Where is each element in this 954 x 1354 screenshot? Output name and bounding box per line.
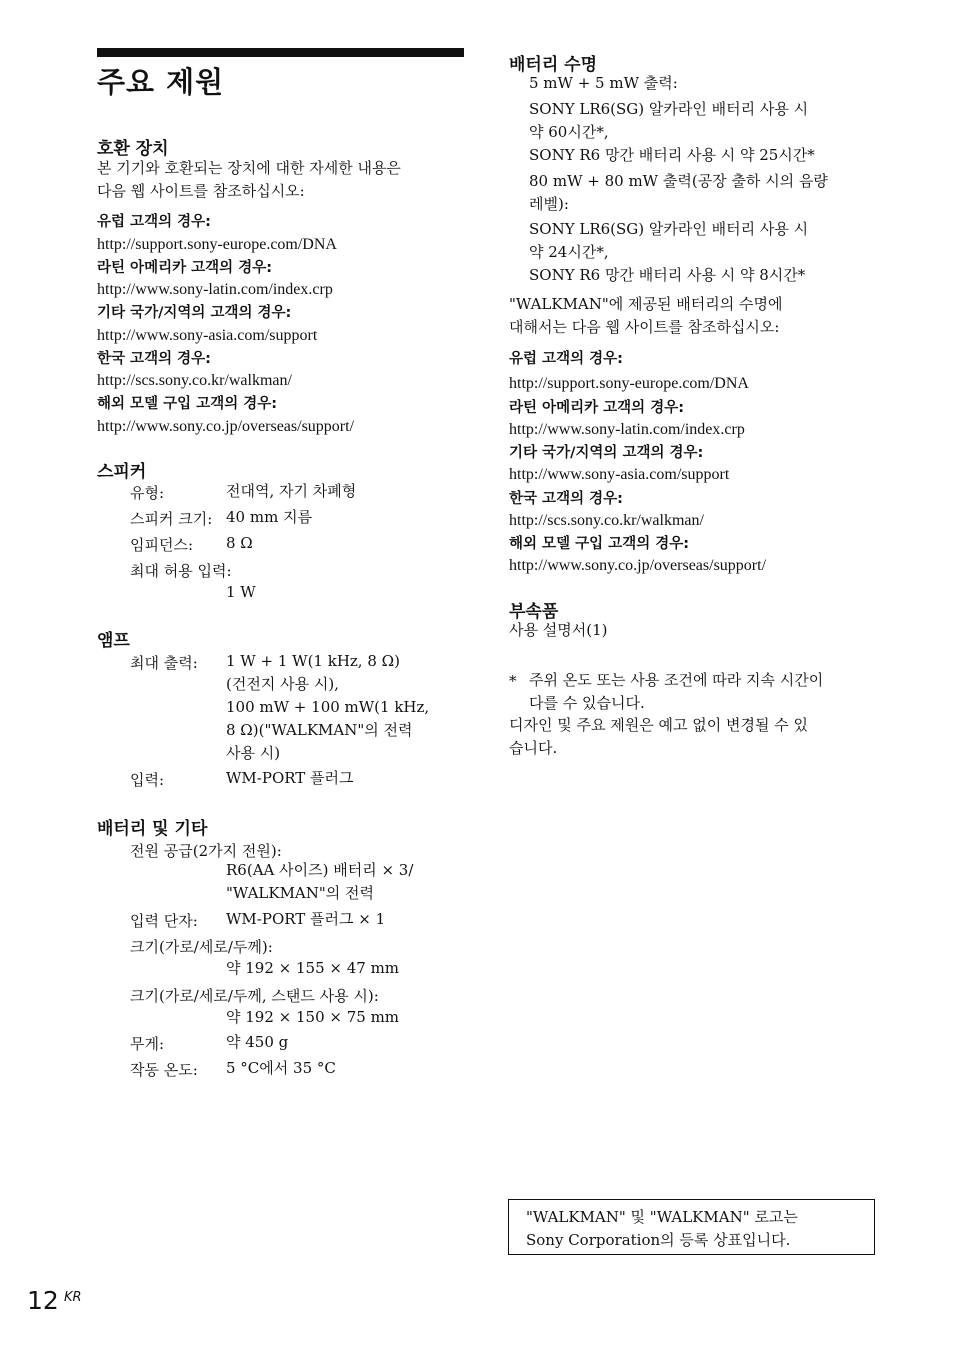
accessory-item: 사용 설명서(1) [509, 621, 608, 639]
spec-label: 유형: [130, 484, 165, 502]
support-link[interactable]: http://support.sony-europe.com/DNA [97, 236, 337, 253]
region-label: 유럽 고객의 경우: [509, 351, 623, 367]
battery-life-line: SONY R6 망간 배터리 사용 시 약 25시간* [529, 146, 815, 164]
battery-life-line: 80 mW + 80 mW 출력(공장 출하 시의 음량 [529, 172, 828, 190]
battery-life-line: SONY R6 망간 배터리 사용 시 약 8시간* [529, 266, 806, 284]
trademark-notice [508, 1199, 875, 1255]
compat-heading: 호환 장치 [97, 139, 169, 159]
region-label: 한국 고객의 경우: [509, 491, 623, 507]
spec-value: 약 192 × 150 × 75 mm [226, 1008, 400, 1026]
spec-label: 입력: [130, 771, 165, 789]
spec-label: 스피커 크기: [130, 510, 213, 528]
spec-label: 무게: [130, 1035, 165, 1053]
page-number: 12 [27, 1286, 59, 1315]
spec-value: 사용 시) [226, 744, 281, 762]
spec-value: 40 mm 지름 [226, 508, 313, 526]
spec-value: 1 W [226, 583, 256, 601]
support-link[interactable]: http://support.sony-europe.com/DNA [509, 375, 749, 392]
spec-value: 100 mW + 100 mW(1 kHz, [226, 698, 430, 716]
region-label: 기타 국가/지역의 고객의 경우: [509, 445, 704, 461]
spec-label: 크기(가로/세로/두께): [130, 938, 273, 956]
spec-label: 임피던스: [130, 536, 194, 554]
support-link[interactable]: http://www.sony-asia.com/support [97, 327, 318, 344]
trademark-text: Sony Corporation의 등록 상표입니다. [526, 1231, 791, 1249]
disclaimer-text: 디자인 및 주요 제원은 예고 없이 변경될 수 있 [509, 716, 808, 734]
support-link[interactable]: http://scs.sony.co.kr/walkman/ [97, 372, 292, 389]
battery-note: "WALKMAN"에 제공된 배터리의 수명에 [509, 295, 783, 313]
spec-value: 약 450 g [226, 1033, 289, 1051]
spec-value: R6(AA 사이즈) 배터리 × 3/ [226, 861, 414, 879]
spec-label: 작동 온도: [130, 1061, 198, 1079]
region-label: 라틴 아메리카 고객의 경우: [509, 400, 685, 416]
region-label: 한국 고객의 경우: [97, 351, 211, 367]
spec-label: 최대 출력: [130, 654, 198, 672]
compat-intro: 본 기기와 호환되는 장치에 대한 자세한 내용은 [97, 159, 401, 177]
region-label: 라틴 아메리카 고객의 경우: [97, 260, 273, 276]
support-link[interactable]: http://www.sony-latin.com/index.crp [97, 281, 333, 298]
support-link[interactable]: http://www.sony-latin.com/index.crp [509, 421, 745, 438]
page-title: 주요 제원 [97, 65, 225, 99]
spec-value: 8 Ω [226, 534, 253, 552]
spec-value: 전대역, 자기 차폐형 [226, 482, 357, 500]
accessories-heading: 부속품 [509, 602, 559, 622]
trademark-text: "WALKMAN" 및 "WALKMAN" 로고는 [526, 1208, 798, 1226]
spec-value: WM-PORT 플러그 [226, 769, 354, 787]
region-label: 유럽 고객의 경우: [97, 214, 211, 230]
battery-life-line: 5 mW + 5 mW 출력: [529, 74, 678, 92]
amp-heading: 앰프 [97, 631, 130, 651]
speaker-heading: 스피커 [97, 462, 147, 482]
compat-intro: 다음 웹 사이트를 참조하십시오: [97, 182, 305, 200]
footnote-text: 다를 수 있습니다. [529, 694, 645, 712]
region-label: 해외 모델 구입 고객의 경우: [509, 536, 690, 552]
spec-value: 8 Ω)("WALKMAN"의 전력 [226, 721, 413, 739]
spec-value: 약 192 × 155 × 47 mm [226, 959, 400, 977]
support-link[interactable]: http://scs.sony.co.kr/walkman/ [509, 512, 704, 529]
title-rule [97, 48, 464, 57]
battery-note: 대해서는 다음 웹 사이트를 참조하십시오: [509, 318, 780, 336]
disclaimer-text: 습니다. [509, 739, 558, 757]
footnote-text: 주위 온도 또는 사용 조건에 따라 지속 시간이 [529, 671, 824, 689]
spec-value: 1 W + 1 W(1 kHz, 8 Ω) [226, 652, 400, 670]
battery-life-line: 약 24시간*, [529, 243, 609, 261]
region-label: 기타 국가/지역의 고객의 경우: [97, 305, 292, 321]
spec-label: 크기(가로/세로/두께, 스탠드 사용 시): [130, 987, 379, 1005]
battery-life-line: SONY LR6(SG) 알카라인 배터리 사용 시 [529, 220, 809, 238]
spec-label: 최대 허용 입력: [130, 562, 232, 580]
battery-life-line: SONY LR6(SG) 알카라인 배터리 사용 시 [529, 100, 809, 118]
spec-value: 5 °C에서 35 °C [226, 1059, 336, 1077]
spec-label: 전원 공급(2가지 전원): [130, 842, 282, 860]
battery-etc-heading: 배터리 및 기타 [97, 819, 208, 839]
spec-label: 입력 단자: [130, 912, 198, 930]
battery-life-line: 레벨): [529, 195, 569, 213]
battery-life-line: 약 60시간*, [529, 123, 609, 141]
battery-life-heading: 배터리 수명 [509, 55, 598, 75]
support-link[interactable]: http://www.sony-asia.com/support [509, 466, 730, 483]
support-link[interactable]: http://www.sony.co.jp/overseas/support/ [97, 418, 355, 435]
spec-value: "WALKMAN"의 전력 [226, 884, 375, 902]
spec-value: WM-PORT 플러그 × 1 [226, 910, 386, 928]
spec-value: (건전지 사용 시), [226, 675, 339, 693]
footnote-mark: * [509, 672, 517, 690]
region-label: 해외 모델 구입 고객의 경우: [97, 396, 278, 412]
page-language: KR [64, 1290, 82, 1305]
support-link[interactable]: http://www.sony.co.jp/overseas/support/ [509, 557, 767, 574]
